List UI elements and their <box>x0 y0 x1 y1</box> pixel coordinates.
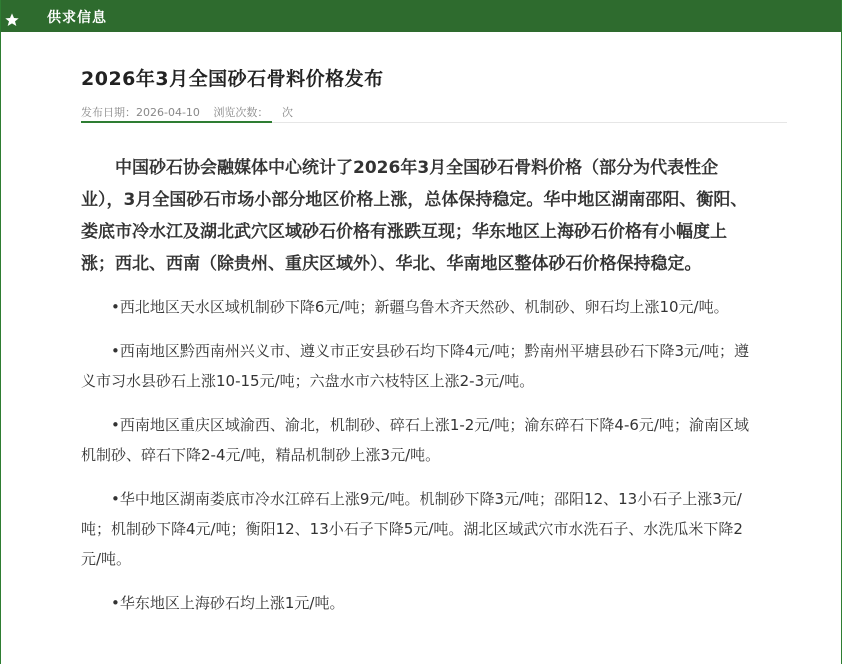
list-item: •西南地区重庆区域渝西、渝北，机制砂、碎石上涨1-2元/吨；渝东碎石下降4-6元/吨；渝南区域机制砂、碎石下降2-4元/吨，精品机制砂上涨3元/吨。 <box>81 416 749 464</box>
publish-date: 发布日期：2026-04-10 <box>81 106 200 119</box>
list-item: •西南地区黔西南州兴义市、遵义市正安县砂石均下降4元/吨；黔南州平塘县砂石下降3元/吨；遵义市习水县砂石上涨10-15元/吨；六盘水市六枝特区上涨2-3元/吨。 <box>81 342 750 390</box>
article-title: 2026年3月全国砂石骨料价格发布 <box>81 68 384 90</box>
view-count-unit: 次 <box>281 106 293 119</box>
meta-accent-line <box>81 121 272 123</box>
article-meta <box>81 104 303 120</box>
list-item: •西北地区天水区域机制砂下降6元/吨；新疆乌鲁木齐天然砂、机制砂、卵石均上涨10元/吨。 <box>111 298 729 316</box>
view-count-label: 浏览次数： <box>213 106 269 119</box>
star-icon <box>4 12 20 28</box>
article-body <box>81 152 751 632</box>
list-item: •华中地区湖南娄底市冷水江碎石上涨9元/吨。机制砂下降3元/吨；邵阳12、13小石子上涨3元/吨；机制砂下降4元/吨；衡阳12、13小石子下降5元/吨。湖北区域武穴市水洗石子、水洗瓜米下降2元/吨。 <box>81 490 743 568</box>
tab-label: 供求信息 <box>47 10 107 26</box>
list-item: •华东地区上海砂石均上涨1元/吨。 <box>111 594 345 612</box>
article-lead: 中国砂石协会融媒体中心统计了2026年3月全国砂石骨料价格（部分为代表性企业），3月全国砂石市场小部分地区价格上涨，总体保持稳定。华中地区湖南邵阳、衡阳、娄底市冷水江及湖北武穴区域砂石价格有涨跌互现；华东地区上海砂石价格有小幅度上涨；西北、西南（除贵州、重庆区域外）、华北、华南地区整体砂石价格保持稳定。 <box>81 158 748 274</box>
tab-supply-info[interactable] <box>1 0 211 32</box>
